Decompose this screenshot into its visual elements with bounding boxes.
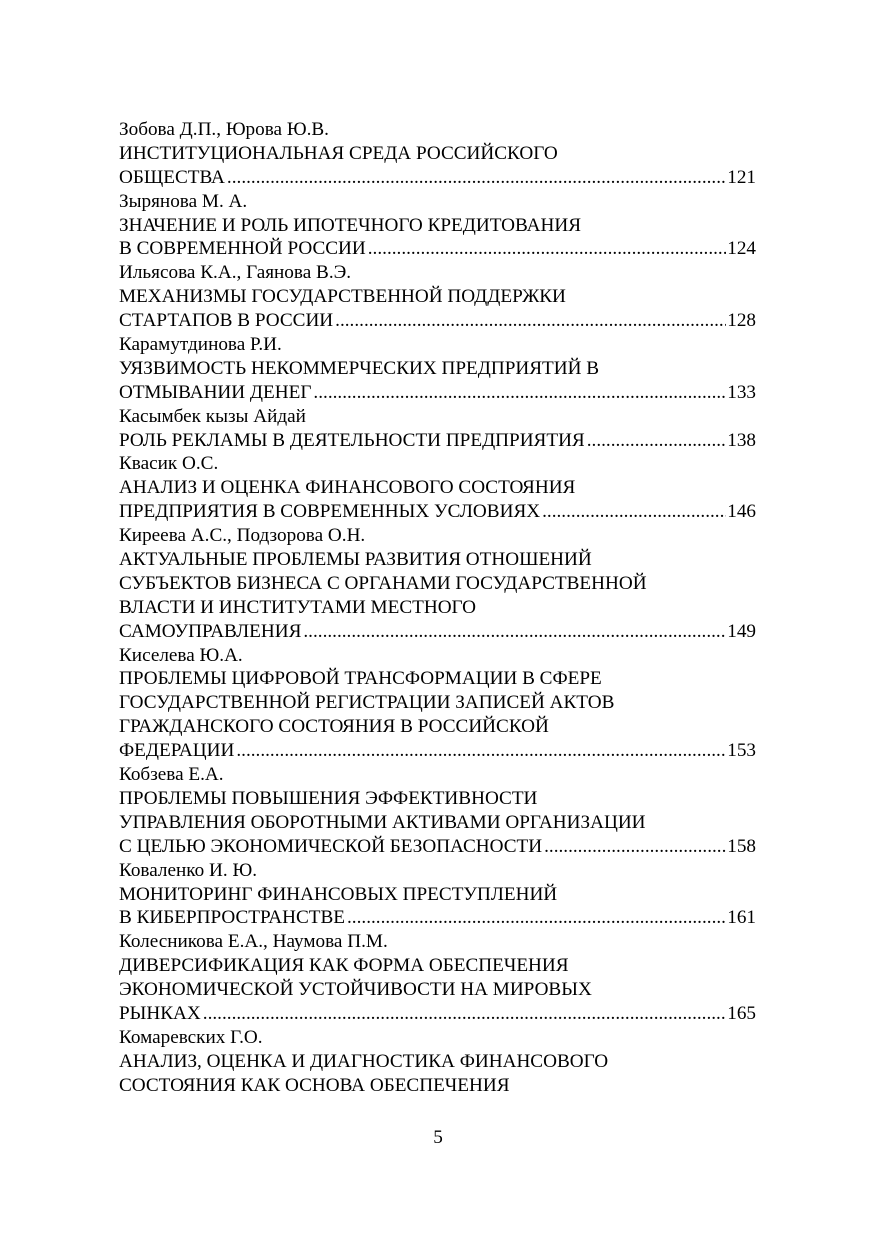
toc-entry-title-line: ПРОБЛЕМЫ ЦИФРОВОЙ ТРАНСФОРМАЦИИ В СФЕРЕ bbox=[119, 668, 602, 690]
toc-entry bbox=[119, 859, 756, 931]
toc-entry-title-line: УЯЗВИМОСТЬ НЕКОММЕРЧЕСКИХ ПРЕДПРИЯТИЙ В bbox=[119, 357, 600, 379]
toc-entry-page: 158 bbox=[727, 835, 756, 857]
toc-entry-page: 133 bbox=[727, 381, 756, 403]
toc-entry-page: 165 bbox=[727, 1002, 756, 1024]
toc-entry-title-text: РЫНКАХ bbox=[119, 1002, 201, 1024]
dot-leader bbox=[366, 237, 726, 261]
toc-entry-title-line: УПРАВЛЕНИЯ ОБОРОТНЫМИ АКТИВАМИ ОРГАНИЗАЦИИ bbox=[119, 811, 646, 833]
toc-entry-title-text: САМОУПРАВЛЕНИЯ bbox=[119, 620, 302, 642]
toc-entry-author: Кобзева Е.А. bbox=[119, 764, 224, 786]
toc-entry-title-text: РОЛЬ РЕКЛАМЫ В ДЕЯТЕЛЬНОСТИ ПРЕДПРИЯТИЯ bbox=[119, 429, 585, 451]
toc-entry-last-line bbox=[119, 429, 756, 453]
page-number: 5 bbox=[433, 1127, 443, 1148]
toc-entry-last-line bbox=[119, 620, 756, 644]
toc-entry bbox=[119, 763, 756, 859]
toc-entry-last-line bbox=[119, 1002, 756, 1026]
toc-entry-title-line: ГРАЖДАНСКОГО СОСТОЯНИЯ В РОССИЙСКОЙ bbox=[119, 716, 549, 738]
dot-leader bbox=[301, 620, 726, 644]
toc-entry-title-line: ДИВЕРСИФИКАЦИЯ КАК ФОРМА ОБЕСПЕЧЕНИЯ bbox=[119, 955, 569, 977]
toc-entry bbox=[119, 452, 756, 524]
toc-entry-author: Зырянова М. А. bbox=[119, 190, 248, 212]
toc-entry-author: Ильясова К.А., Гаянова В.Э. bbox=[119, 262, 352, 284]
toc-entry-last-line bbox=[119, 166, 756, 190]
toc-entry-title-line: МОНИТОРИНГ ФИНАНСОВЫХ ПРЕСТУПЛЕНИЙ bbox=[119, 883, 558, 905]
toc-entry-title-text: ФЕДЕРАЦИИ bbox=[119, 740, 235, 762]
toc-entry-author: Комаревских Г.О. bbox=[119, 1026, 263, 1048]
toc-entry bbox=[119, 261, 756, 333]
table-of-contents bbox=[119, 118, 756, 1098]
toc-entry-title-text: В КИБЕРПРОСТРАНСТВЕ bbox=[119, 907, 345, 929]
toc-entry bbox=[119, 405, 756, 453]
toc-entry-title-line: МЕХАНИЗМЫ ГОСУДАРСТВЕННОЙ ПОДДЕРЖКИ bbox=[119, 286, 566, 308]
toc-entry bbox=[119, 118, 756, 190]
toc-entry-page: 149 bbox=[727, 620, 756, 642]
toc-entry-title-line: ЗНАЧЕНИЕ И РОЛЬ ИПОТЕЧНОГО КРЕДИТОВАНИЯ bbox=[119, 214, 581, 236]
dot-leader bbox=[225, 166, 726, 190]
dot-leader bbox=[542, 835, 726, 859]
toc-entry-title-text: ОБЩЕСТВА bbox=[119, 166, 225, 188]
dot-leader bbox=[585, 429, 727, 453]
toc-entry-title-line: ЭКОНОМИЧЕСКОЙ УСТОЙЧИВОСТИ НА МИРОВЫХ bbox=[119, 979, 592, 1001]
toc-entry-page: 128 bbox=[727, 310, 756, 332]
toc-entry-title-line: ГОСУДАРСТВЕННОЙ РЕГИСТРАЦИИ ЗАПИСЕЙ АКТОВ bbox=[119, 692, 615, 714]
dot-leader bbox=[234, 739, 726, 763]
toc-entry-last-line bbox=[119, 309, 756, 333]
toc-entry-author: Коваленко И. Ю. bbox=[119, 859, 257, 881]
toc-entry-page: 124 bbox=[727, 238, 756, 260]
toc-entry-title-text: ПРЕДПРИЯТИЯ В СОВРЕМЕННЫХ УСЛОВИЯХ bbox=[119, 501, 541, 523]
toc-entry-title-text: СТАРТАПОВ В РОССИИ bbox=[119, 310, 334, 332]
toc-entry-page: 161 bbox=[727, 907, 756, 929]
toc-entry-title-line: ПРОБЛЕМЫ ПОВЫШЕНИЯ ЭФФЕКТИВНОСТИ bbox=[119, 787, 538, 809]
toc-entry-author: Киреева А.С., Подзорова О.Н. bbox=[119, 525, 366, 547]
toc-entry-page: 153 bbox=[727, 740, 756, 762]
toc-entry-page: 121 bbox=[727, 166, 756, 188]
dot-leader bbox=[311, 381, 726, 405]
toc-entry-last-line bbox=[119, 237, 756, 261]
toc-entry-author: Зобова Д.П., Юрова Ю.В. bbox=[119, 119, 329, 140]
toc-entry-title-line: ВЛАСТИ И ИНСТИТУТАМИ МЕСТНОГО bbox=[119, 596, 477, 618]
toc-entry-author: Квасик О.С. bbox=[119, 453, 219, 475]
toc-entry-title-text: ОТМЫВАНИИ ДЕНЕГ bbox=[119, 381, 312, 403]
toc-entry-author: Колесникова Е.А., Наумова П.М. bbox=[119, 931, 388, 953]
dot-leader bbox=[333, 309, 726, 333]
toc-entry-author: Касымбек кызы Айдай bbox=[119, 405, 306, 427]
toc-entry-title-line: ИНСТИТУЦИОНАЛЬНАЯ СРЕДА РОССИЙСКОГО bbox=[119, 142, 558, 164]
toc-entry bbox=[119, 930, 756, 1026]
toc-entry bbox=[119, 644, 756, 763]
toc-entry-page: 138 bbox=[727, 429, 756, 451]
toc-entry-last-line bbox=[119, 835, 756, 859]
toc-entry-title-line: АКТУАЛЬНЫЕ ПРОБЛЕМЫ РАЗВИТИЯ ОТНОШЕНИЙ bbox=[119, 549, 592, 571]
dot-leader bbox=[201, 1002, 726, 1026]
toc-entry bbox=[119, 1026, 756, 1098]
toc-entry bbox=[119, 190, 756, 262]
dot-leader bbox=[540, 500, 726, 524]
toc-entry bbox=[119, 524, 756, 643]
toc-entry-last-line bbox=[119, 381, 756, 405]
toc-entry-last-line bbox=[119, 500, 756, 524]
toc-entry-title-line: СОСТОЯНИЯ КАК ОСНОВА ОБЕСПЕЧЕНИЯ bbox=[119, 1074, 510, 1096]
toc-entry-title-line: АНАЛИЗ, ОЦЕНКА И ДИАГНОСТИКА ФИНАНСОВОГО bbox=[119, 1050, 609, 1072]
toc-entry-title-line: АНАЛИЗ И ОЦЕНКА ФИНАНСОВОГО СОСТОЯНИЯ bbox=[119, 477, 576, 499]
toc-entry-author: Карамутдинова Р.И. bbox=[119, 334, 282, 356]
toc-entry-last-line bbox=[119, 906, 756, 930]
toc-entry-page: 146 bbox=[727, 501, 756, 523]
toc-entry-author: Киселева Ю.А. bbox=[119, 644, 243, 666]
toc-entry-title-text: С ЦЕЛЬЮ ЭКОНОМИЧЕСКОЙ БЕЗОПАСНОСТИ bbox=[119, 835, 543, 857]
toc-entry-title-line: СУБЪЕКТОВ БИЗНЕСА С ОРГАНАМИ ГОСУДАРСТВЕННОЙ bbox=[119, 572, 647, 594]
toc-entry-title-text: В СОВРЕМЕННОЙ РОССИИ bbox=[119, 238, 366, 260]
toc-entry bbox=[119, 333, 756, 405]
dot-leader bbox=[345, 906, 726, 930]
toc-entry-last-line bbox=[119, 739, 756, 763]
